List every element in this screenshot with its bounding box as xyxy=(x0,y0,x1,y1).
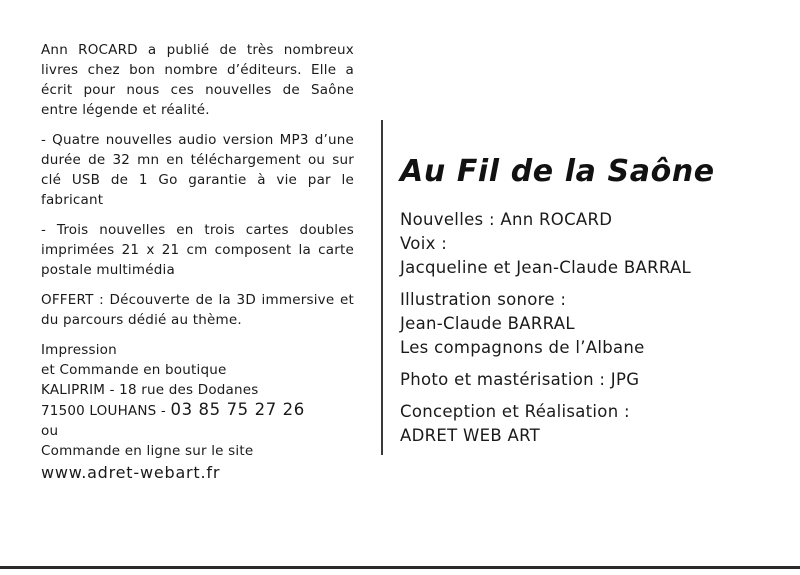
address-line-printing: Impression xyxy=(41,342,117,358)
address-line-street: KALIPRIM - 18 rue des Dodanes xyxy=(41,382,259,398)
credit-line: Voix : xyxy=(400,234,448,253)
vertical-divider xyxy=(381,120,383,455)
credit-authors-voices xyxy=(400,208,780,280)
address-line-online-order: Commande en ligne sur le site xyxy=(41,443,254,459)
credit-design-production xyxy=(400,400,780,448)
credit-line: Jean-Claude BARRAL xyxy=(400,314,575,333)
offer-paragraph: OFFERT : Découverte de la 3D immersive et du parcours dédié au thème. xyxy=(41,292,354,328)
credit-line: Les compagnons de l’Albane xyxy=(400,338,645,357)
bottom-border xyxy=(0,566,800,569)
credit-line: ADRET WEB ART xyxy=(400,426,541,445)
credit-line: Nouvelles : Ann ROCARD xyxy=(400,210,613,229)
credit-line: Jacqueline et Jean-Claude BARRAL xyxy=(400,258,692,277)
address-line-city-phone xyxy=(41,400,354,421)
page-title: Au Fil de la Saône xyxy=(400,154,715,189)
website-link[interactable]: www.adret-webart.fr xyxy=(41,463,221,482)
credit-line: Conception et Réalisation : xyxy=(400,402,630,421)
credit-sound-illustration xyxy=(400,288,780,360)
cards-item-paragraph: - Trois nouvelles en trois cartes doubles imprimées 21 x 21 cm composent la carte postale multimédia xyxy=(41,222,354,278)
phone-number: 03 85 75 27 26 xyxy=(170,400,305,419)
credit-photo-mastering xyxy=(400,368,780,392)
credit-line: Photo et mastérisation : JPG xyxy=(400,370,640,389)
credits-column xyxy=(400,150,780,456)
audio-item-paragraph: - Quatre nouvelles audio version MP3 d’une durée de 32 mn en téléchargement ou sur clé USB de 1 Go garantie à vie par le fabricant xyxy=(41,132,354,208)
address-line-shop-order: et Commande en boutique xyxy=(41,362,227,378)
order-address-block xyxy=(41,340,354,485)
address-line-or: ou xyxy=(41,423,59,439)
credit-line: Illustration sonore : xyxy=(400,290,567,309)
description-column xyxy=(41,40,354,485)
address-city: 71500 LOUHANS - xyxy=(41,403,171,419)
intro-paragraph: Ann ROCARD a publié de très nombreux livres chez bon nombre d’éditeurs. Elle a écrit pour nous ces nouvelles de Saône entre légende et réalité. xyxy=(41,42,354,118)
